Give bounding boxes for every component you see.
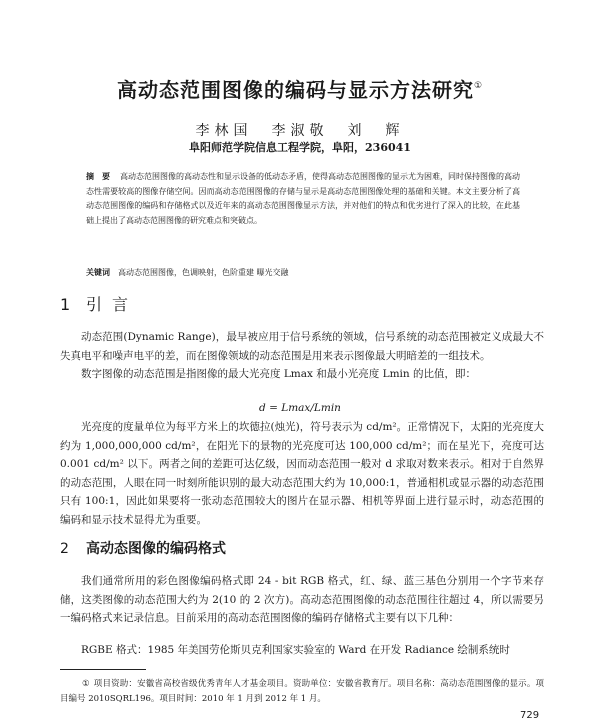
footnote-divider (60, 669, 146, 670)
keywords-text: 高动态范围图像，色调映射，色阶重建 曝光交融 (118, 268, 289, 277)
section-1-heading (60, 292, 138, 315)
paragraph: 光亮度的度量单位为每平方米上的坎德拉(烛光)，符号表示为 cd/m²。正常情况下，太阳的光亮度大约为 1,000,000,000 cd/m²，在阳光下的景物的光亮度可达 100,000 cd/m²；而在星光下，亮度可达 0.001 cd/m² 以下。两者之间的差距可达亿级，因而动态范围一般对 d 求取对数来表示。相对于自然界的动态范围，人眼在同一时刻所能识别的最大动态范围大约为 10,000:1，普通相机或显示器的动态范围只有 100:1，因此如果要将一张动态范围较大的图片在显示器、相机等界面上进行显示时，动态范围的编码和显示技术显得尤为重要。 (60, 421, 544, 526)
paragraph: RGBE 格式：1985 年美国劳伦斯贝克利国家实验室的 Ward 在开发 Radiance 绘制系统时 (81, 644, 510, 656)
section-1-body-b (60, 418, 544, 530)
section-2-body-a (60, 572, 544, 628)
section-1-title: 引言 (86, 295, 139, 314)
formula: d = Lmax/Lmin (259, 402, 341, 414)
section-2-heading (60, 538, 226, 558)
footnote-mark: ① (82, 679, 90, 689)
section-2-title: 高动态图像的编码格式 (86, 541, 226, 557)
section-2-body-b (60, 641, 544, 660)
abstract-text: 高动态范围图像的高动态性和显示设备的低动态矛盾，使得高动态范围图像的显示尤为困难，同时保持图像的高动态性需要较高的图像存储空间。因而高动态范围图像的存储与显示是高动态范围图像处理的基础和关键。本文主要分析了高动态范围图像的编码和存储格式以及近年来的高动态范围图像显示方法，并对他们的特点和优劣进行了深入的比较，在此基础上提出了高动态范围图像的研究难点和突破点。 (86, 172, 520, 225)
paragraph: 我们通常所用的彩色图像编码格式即 24 - bit RGB 格式，红、绿、蓝三基色分别用一个字节来存储，这类图像的动态范围大约为 2(10 的 2 次方)。高动态范围图像的动态范围往往超过 4，所以需要另一编码格式来记录信息。目前采用的高动态范围图像的编码存储格式主要有以下几种： (60, 575, 544, 625)
paragraph: 动态范围(Dynamic Range)，最早被应用于信号系统的领域，信号系统的动态范围被定义成最大不失真电平和噪声电平的差，而在图像领域的动态范围是用来表示图像最大明暗差的一组技术。 (60, 331, 544, 362)
paragraph: 数字图像的动态范围是指图像的最大光亮度 Lmax 和最小光亮度 Lmin 的比值，即： (81, 368, 477, 381)
title-text: 高动态范围图像的编码与显示方法研究 (116, 78, 474, 102)
page-number: 729 (520, 710, 540, 721)
section-1-number: 1 (60, 295, 71, 314)
affiliation: 阜阳师范学院信息工程学院，阜阳，236041 (189, 141, 411, 154)
footnote-text: 项目资助：安徽省高校省级优秀青年人才基金项目。资助单位：安徽省教育厅。项目名称：高动态范围图像的显示。项目编号 2010SQRL196。项目时间：2010 年 1 月到 2012 年 1 月。 (60, 679, 544, 704)
abstract (86, 170, 520, 228)
paper-title (0, 74, 600, 103)
title-footnote-mark: ① (473, 81, 484, 91)
section-2-number: 2 (60, 541, 69, 557)
abstract-label: 摘 要 (86, 172, 110, 181)
footnote (60, 677, 544, 707)
authors: 李林国 李淑敬 刘 辉 (195, 123, 405, 139)
section-1-body-a (60, 328, 544, 384)
keywords-label: 关键词 (86, 268, 110, 277)
keywords (86, 267, 520, 279)
